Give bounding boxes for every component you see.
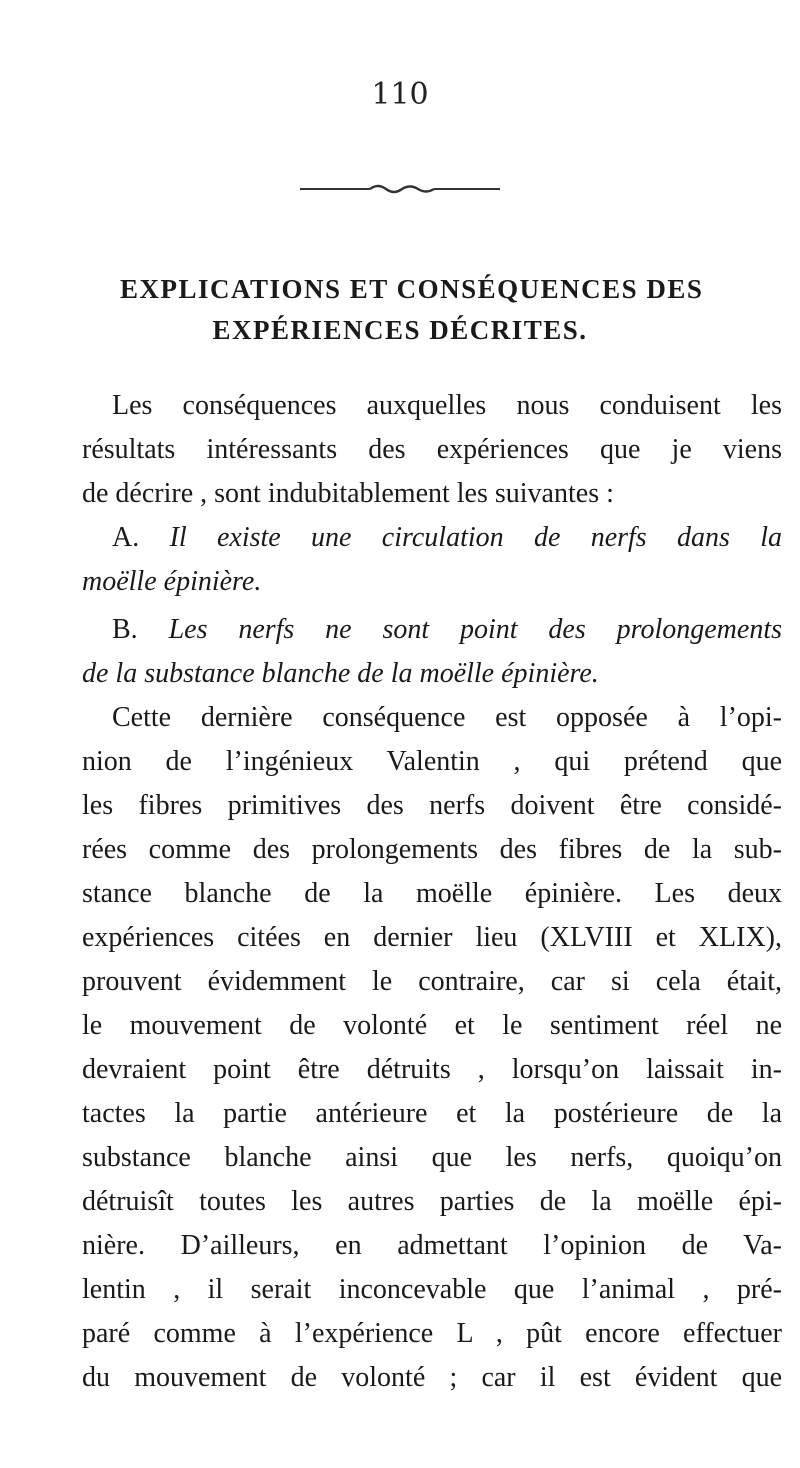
text-line: expériences citées en dernier lieu (XLVIII et XLIX),	[82, 922, 782, 953]
text-line: du mouvement de volonté ; car il est évident que	[82, 1362, 782, 1393]
text-line: de décrire , sont indubitablement les suivantes :	[82, 478, 614, 509]
point-a-marker: A.	[112, 522, 140, 553]
text-line: de la substance blanche de la moëlle épinière.	[82, 658, 599, 689]
text-line: stance blanche de la moëlle épinière. Les deux	[82, 878, 782, 909]
text-line: devraient point être détruits , lorsqu’on laissait in-	[82, 1054, 782, 1085]
point-b-paragraph	[82, 608, 782, 696]
text-line: nière. D’ailleurs, en admettant l’opinion de Va-	[82, 1230, 782, 1261]
text-line	[82, 516, 782, 560]
text-line: rées comme des prolongements des fibres de la sub-	[82, 834, 782, 865]
text-line	[82, 608, 782, 652]
text-line: nion de l’ingénieux Valentin , qui prétend que	[82, 746, 782, 777]
text-line: lentin , il serait inconcevable que l’animal , pré-	[82, 1274, 782, 1305]
page-number: 110	[371, 77, 429, 112]
chapter-title-line-1: EXPLICATIONS ET CONSÉQUENCES DES	[120, 274, 704, 304]
point-a-text: Il existe une circulation de nerfs dans la	[169, 522, 783, 553]
text-line: résultats intéressants des expériences que je viens	[82, 434, 782, 465]
text-line: Les conséquences auxquelles nous conduisent les	[112, 390, 782, 421]
text-line: tactes la partie antérieure et la postérieure de la	[82, 1098, 782, 1129]
body-paragraph	[82, 696, 782, 1400]
ornament-rule-icon	[300, 182, 500, 194]
text-line: détruisît toutes les autres parties de la moëlle épi-	[82, 1186, 782, 1217]
text-line: moëlle épinière.	[82, 566, 262, 597]
point-b-marker: B.	[112, 614, 138, 645]
text-line: Cette dernière conséquence est opposée à l’opi-	[112, 702, 782, 733]
chapter-title-line-2: EXPÉRIENCES DÉCRITES.	[212, 315, 588, 345]
point-b-text: Les nerfs ne sont point des prolongements	[168, 614, 783, 645]
text-line: les fibres primitives des nerfs doivent être considé-	[82, 790, 782, 821]
text-line: paré comme à l’expérience L , pût encore effectuer	[82, 1318, 782, 1349]
text-line: le mouvement de volonté et le sentiment réel ne	[82, 1010, 782, 1041]
text-line: prouvent évidemment le contraire, car si cela était,	[82, 966, 782, 997]
text-line: substance blanche ainsi que les nerfs, quoiqu’on	[82, 1142, 782, 1173]
point-a-paragraph	[82, 516, 782, 604]
intro-paragraph	[82, 384, 782, 516]
